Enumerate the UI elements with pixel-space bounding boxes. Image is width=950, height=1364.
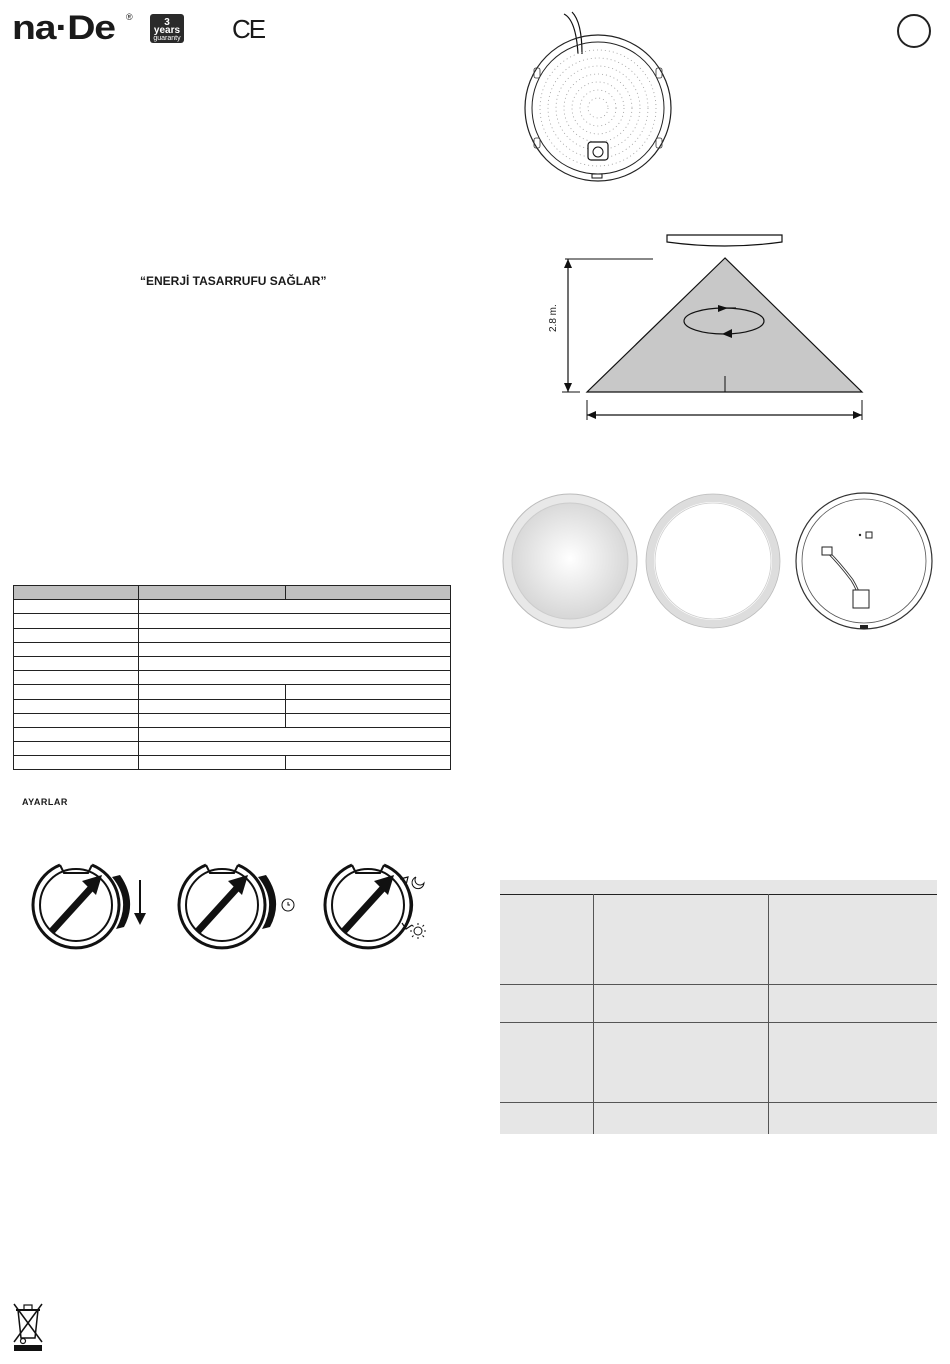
adjustment-dials [20, 855, 460, 955]
registered-mark: ® [126, 12, 133, 22]
fixture-parts [500, 490, 940, 635]
detection-area-diagram [550, 228, 870, 423]
spec-row [14, 656, 451, 670]
spec-row [14, 713, 451, 727]
spec-row [14, 699, 451, 713]
trim-ring [646, 494, 780, 628]
warranty-line-2: guaranty [153, 35, 181, 42]
spec-row [14, 756, 451, 770]
ceiling-fixture [667, 235, 782, 246]
sun-icon [410, 923, 426, 939]
function-table-header [500, 880, 937, 895]
moon-icon [412, 877, 424, 889]
spec-row [14, 727, 451, 741]
spec-row [14, 642, 451, 656]
spec-row [14, 600, 451, 614]
time-dial [33, 865, 146, 948]
brand-logo: na·De [12, 9, 115, 47]
language-circle [897, 14, 931, 48]
diffuser-cover [503, 494, 637, 628]
warranty-line-1: 3 years [153, 17, 181, 36]
spec-table [13, 585, 451, 770]
warranty-badge [150, 14, 184, 43]
lux-dial [325, 865, 426, 948]
spec-row [14, 614, 451, 628]
slogan: “ENERJİ TASARRUFU SAĞLAR” [140, 274, 327, 288]
height-label: 2.8 m. [548, 304, 559, 332]
spec-row [14, 685, 451, 699]
spec-row [14, 742, 451, 756]
settings-title: AYARLAR [22, 797, 68, 807]
function-table [500, 880, 937, 1134]
spec-row [14, 628, 451, 642]
detection-cone [587, 258, 862, 392]
spec-row [14, 671, 451, 685]
fixture-base [796, 493, 932, 629]
ce-mark: CE [232, 14, 265, 44]
sensitivity-dial [179, 865, 294, 948]
spec-header-row [14, 586, 451, 600]
crossed-out-bin-icon [12, 1300, 44, 1352]
fixture-top-view [520, 10, 680, 190]
